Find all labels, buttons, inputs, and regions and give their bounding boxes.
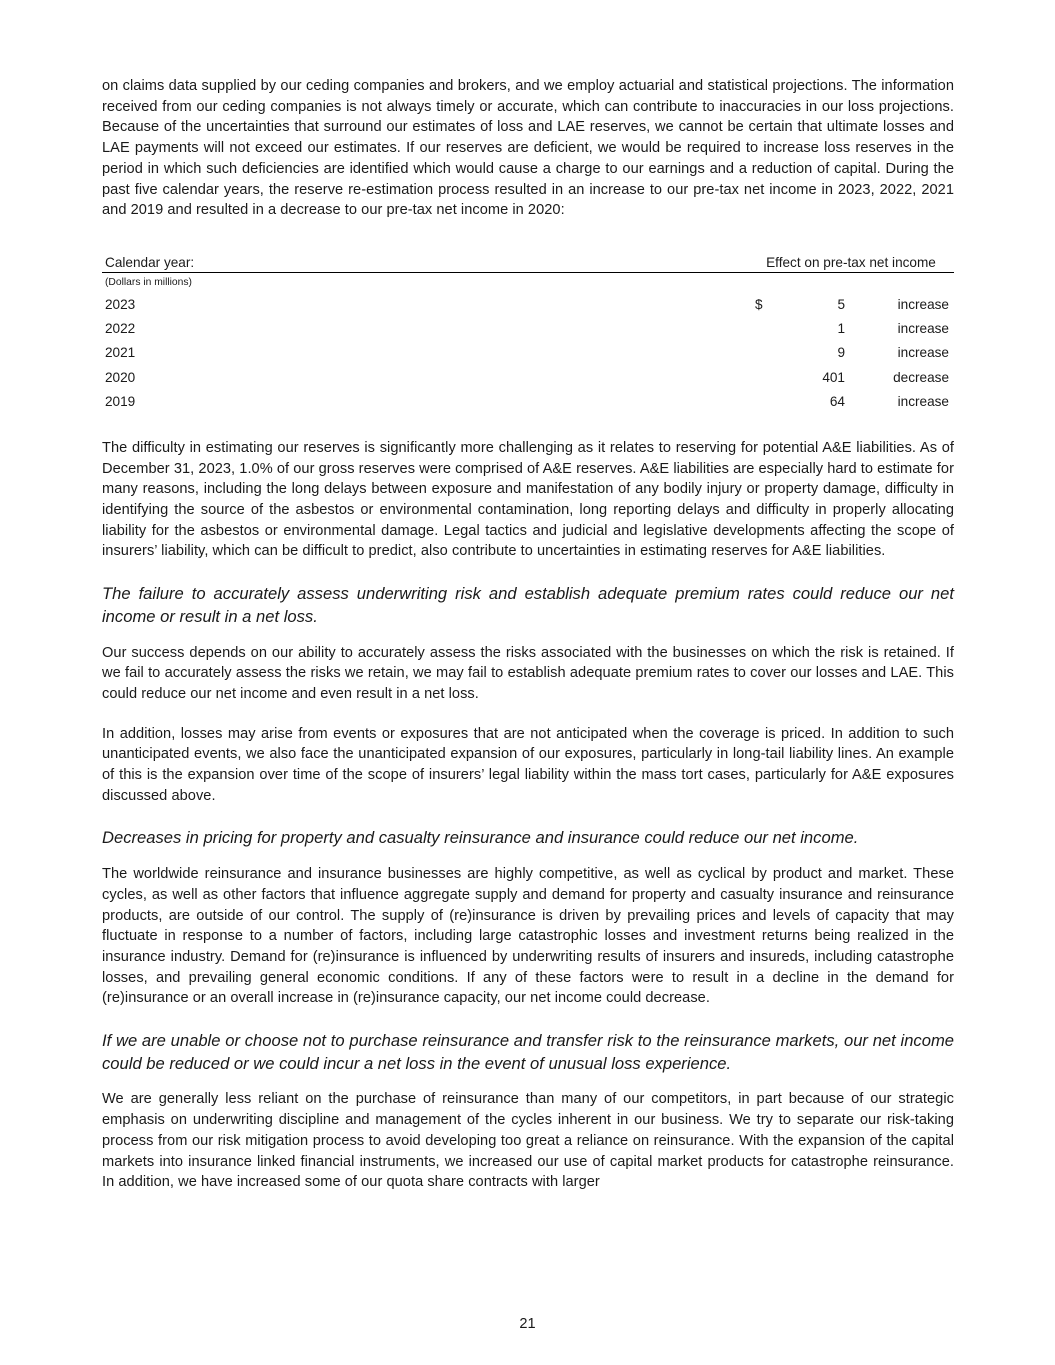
row-amount: 5 <box>837 296 845 312</box>
paragraph-reserve-estimates: on claims data supplied by our ceding companies and brokers, and we employ actuarial and statistical projections. The information received from our ceding companies is not always timely or accurate, which can contribute to inaccuracies in our loss projections. Because of the uncertainties that surround our estimates of loss and LAE reserves, we cannot be certain that ultimate losses and LAE payments will not exceed our estimates. If our reserves are deficient, we would be required to increase loss reserves in the period in which such deficiencies are identified which would cause a charge to our earnings and a reduction of capital. During the past five calendar years, the reserve re-estimation process resulted in an increase to our pre-tax net income in 2023, 2022, 2021 and 2019 and resulted in a decrease to our pre-tax net income in 2020: <box>102 78 954 219</box>
table-row <box>102 341 954 365</box>
row-currency <box>755 316 775 340</box>
col-header-effect: Effect on pre-tax net income <box>755 252 954 273</box>
row-amount: 1 <box>837 321 845 336</box>
row-currency <box>755 389 775 413</box>
row-amount: 401 <box>822 369 845 385</box>
table-header-row <box>102 252 954 273</box>
row-direction: increase <box>897 296 949 312</box>
heading-underwriting-risk: The failure to accurately assess underwriting risk and establish adequate premium rates could reduce our net income or result in a net loss. <box>102 584 954 626</box>
row-year: 2022 <box>105 321 136 336</box>
col-header-calendar-year: Calendar year: <box>102 252 755 273</box>
reserve-effect-table <box>102 252 954 414</box>
row-direction: increase <box>897 394 949 410</box>
row-currency <box>755 365 775 389</box>
row-direction: decrease <box>893 369 949 385</box>
row-year: 2023 <box>105 296 136 312</box>
row-year: 2019 <box>105 394 136 410</box>
table-row <box>102 292 954 316</box>
paragraph-ae-liabilities: The difficulty in estimating our reserves is significantly more challenging as it relates to reserving for potential A&E liabilities. As of December 31, 2023, 1.0% of our gross reserves were comprised of A&E reserves. A&E liabilities are especially hard to estimate for many reasons, including the long delays between exposure and manifestation of any bodily injury or property damage, difficulty in identifying the source of the asbestos or environmental contamination, long reporting delays and difficulty in properly allocating liability for the asbestos or environmental damage. Legal tactics and judicial and legislative developments affecting the scope of insurers’ liability, which can be difficult to predict, also contribute to uncertainties in estimating reserves for A&E liabilities. <box>102 439 954 560</box>
table-row <box>102 389 954 413</box>
row-year: 2021 <box>105 345 136 361</box>
row-direction: increase <box>897 345 949 361</box>
paragraph-unanticipated-losses: In addition, losses may arise from events or exposures that are not anticipated when the coverage is priced. In addition to such unanticipated events, we also face the unanticipated expansion of our exposures, particularly in long-tail liability lines. An example of this is the expansion over time of the scope of insurers’ legal liability within the mass tort cases, particularly for A&E exposures discussed above. <box>102 725 954 804</box>
row-amount: 64 <box>829 394 845 410</box>
row-year: 2020 <box>105 369 136 385</box>
row-direction: increase <box>897 321 949 336</box>
row-amount: 9 <box>837 345 845 361</box>
table-row <box>102 316 954 340</box>
row-currency <box>755 341 775 365</box>
paragraph-reinsurance-reliance: We are generally less reliant on the purchase of reinsurance than many of our competitors, in part because of our strategic emphasis on underwriting discipline and management of the cycles inherent in our business. We try to separate our risk-taking process from our risk mitigation process to avoid developing too great a reliance on reinsurance. With the expansion of the capital markets into insurance linked financial instruments, we increased our use of capital market products for catastrophe reinsurance. In addition, we have increased some of our quota share contracts with larger <box>102 1091 954 1191</box>
row-currency: $ <box>755 296 763 312</box>
table-row <box>102 365 954 389</box>
document-body <box>102 76 954 1193</box>
paragraph-competitive-markets: The worldwide reinsurance and insurance businesses are highly competitive, as well as cyclical by product and market. These cycles, as well as other factors that influence aggregate supply and demand for property and casualty insurance and reinsurance products, are outside of our control. The supply of (re)insurance is driven by prevailing prices and levels of capacity that may fluctuate in response to a number of factors, including large catastrophic losses and investment returns being realized in the insurance industry. Demand for (re)insurance is influenced by underwriting results of insurers and insureds, including catastrophe losses, and prevailing general economic conditions. If any of these factors were to result in a decline in the demand for (re)insurance or an overall increase in (re)insurance capacity, our net income could decrease. <box>102 866 954 1007</box>
paragraph-assess-risk: Our success depends on our ability to accurately assess the risks associated with the businesses on which the risk is retained. If we fail to accurately assess the risks we retain, we may fail to establish adequate premium rates to cover our losses and LAE. This could reduce our net income and even result in a net loss. <box>102 644 954 702</box>
units-label: (Dollars in millions) <box>105 276 192 288</box>
heading-reinsurance-risk: If we are unable or choose not to purchase reinsurance and transfer risk to the reinsurance markets, our net income could be reduced or we could incur a net loss in the event of unusual loss experience. <box>102 1031 954 1073</box>
heading-pricing-decreases: Decreases in pricing for property and casualty reinsurance and insurance could reduce our net income. <box>102 828 859 848</box>
units-row <box>102 272 954 292</box>
page-number: 21 <box>519 1316 536 1332</box>
